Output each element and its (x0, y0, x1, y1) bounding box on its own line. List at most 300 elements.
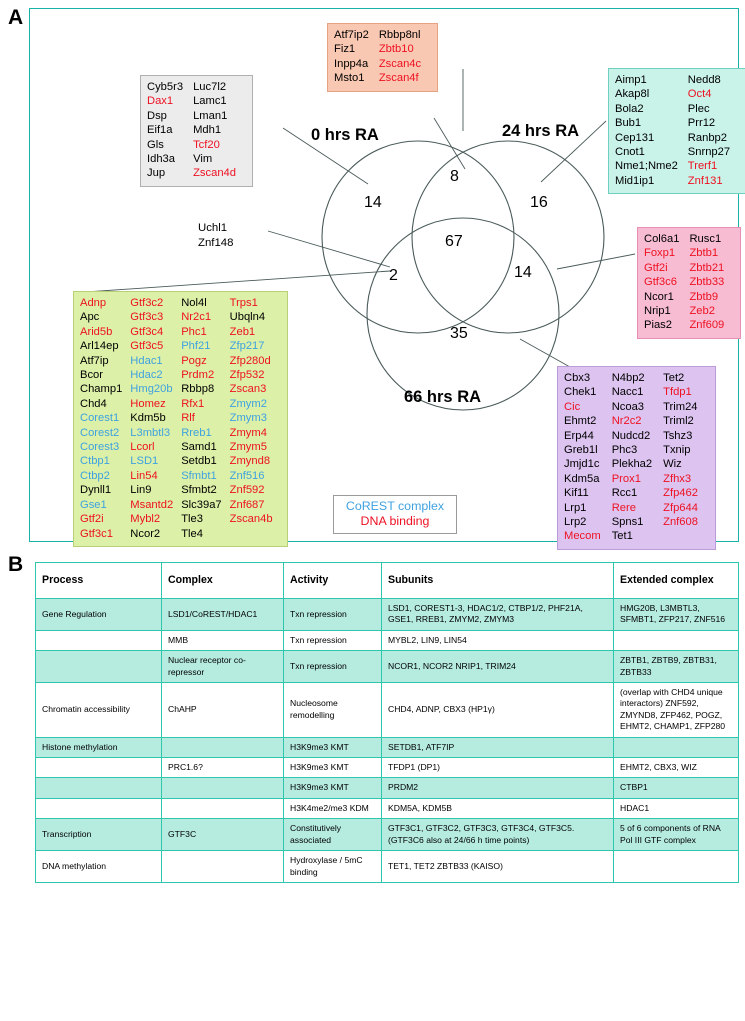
gene-row (334, 42, 431, 56)
gene-name: Col6a1 (644, 233, 680, 245)
table-row (36, 758, 739, 778)
gene-row (147, 166, 246, 180)
gene-row (564, 472, 709, 486)
gene-name: Kif11 (564, 487, 589, 500)
gene-name: Ctbp2 (80, 469, 110, 482)
gene-name: Znf687 (229, 498, 265, 511)
gene-row (564, 457, 709, 471)
table-cell: NCOR1, NCOR2 NRIP1, TRIM24 (382, 651, 614, 683)
gene-name: Rlf (181, 412, 195, 425)
venn-count-only-24hrs: 16 (530, 194, 548, 211)
gene-name: Adnp (80, 297, 107, 309)
gene-name: Znf608 (663, 516, 698, 529)
gene-name: Lin9 (130, 484, 152, 497)
gene-name: Champ1 (80, 383, 123, 396)
table-cell: EHMT2, CBX3, WIZ (614, 758, 739, 778)
table-cell (614, 851, 739, 883)
gene-name: Nr2c2 (611, 415, 642, 428)
gene-name: Tfdp1 (663, 386, 692, 399)
table-row (36, 630, 739, 650)
gene-name: Bub1 (615, 117, 642, 130)
gene-row (644, 232, 734, 246)
venn-count-all-three: 67 (445, 233, 463, 250)
gene-row (615, 102, 740, 116)
gene-name: Gtf3c4 (130, 325, 164, 338)
gene-name: Luc7l2 (193, 81, 227, 93)
gene-name: Msto1 (334, 72, 365, 85)
gene-name: Wiz (663, 458, 682, 471)
gene-name: Jup (147, 167, 166, 180)
gene-name: Akap8l (615, 88, 650, 101)
table-cell (36, 798, 162, 818)
table-cell: GTF3C (162, 819, 284, 851)
gene-row (80, 440, 281, 454)
gene-name: Tshz3 (663, 429, 693, 442)
complex-summary-table (35, 562, 739, 883)
gene-row (80, 512, 281, 526)
gene-name: Mybl2 (130, 513, 161, 526)
gene-name: Zbtb10 (378, 43, 414, 56)
gene-row (80, 483, 281, 497)
gene-name: Nme1;Nme2 (615, 160, 678, 173)
gene-name: Eif1a (147, 124, 173, 137)
gene-name: Kdm5b (130, 412, 166, 425)
gene-name: Tle4 (181, 527, 203, 540)
gene-name (663, 529, 709, 543)
gene-box-66hrs-unique (557, 366, 716, 550)
gene-name: Rusc1 (689, 233, 722, 245)
leader-line-green-box (86, 271, 390, 292)
gene-name: Nudcd2 (611, 429, 651, 442)
gene-name: Zfp217 (229, 340, 265, 353)
gene-name: Lin54 (130, 469, 158, 482)
gene-name: Rbbp8 (181, 383, 215, 396)
gene-row (80, 368, 281, 382)
table-cell: H3K4me2/me3 KDM (284, 798, 382, 818)
table-cell: MMB (162, 630, 284, 650)
gene-name: Dsp (147, 109, 167, 122)
gene-name: Zbtb1 (689, 247, 719, 260)
gene-row (644, 275, 734, 289)
venn-count-only-0hrs: 14 (364, 194, 382, 211)
gene-row (615, 174, 740, 188)
table-cell: Chromatin accessibility (36, 683, 162, 738)
gene-name: Corest3 (80, 441, 120, 454)
gene-name: Mecom (564, 530, 601, 543)
gene-name: Znf592 (229, 484, 265, 497)
gene-name: Inpp4a (334, 57, 369, 70)
gene-row (564, 529, 709, 543)
gene-name: Zeb1 (229, 325, 256, 338)
gene-name: Prdm2 (181, 369, 215, 382)
gene-name: Zmym2 (229, 397, 267, 410)
gene-name: Rfx1 (181, 397, 205, 410)
table-cell: Txn repression (284, 599, 382, 631)
table-column-header-complex: Complex (162, 563, 284, 599)
gene-name: Gtf3c6 (644, 276, 677, 289)
table-row (36, 683, 739, 738)
gene-name: Zscan4c (378, 57, 422, 70)
gene-name: Gls (147, 138, 164, 151)
table-cell: SETDB1, ATF7IP (382, 737, 614, 757)
gene-name (230, 527, 281, 541)
gene-name: Prr12 (687, 117, 716, 130)
panel-a-venn-figure (29, 8, 739, 542)
gene-name: Cep131 (615, 131, 655, 144)
gene-name: Cbx3 (564, 372, 591, 384)
gene-name: Greb1l (564, 444, 598, 457)
gene-name: Gse1 (80, 498, 107, 511)
gene-name: Foxp1 (644, 247, 676, 260)
gene-name: Zmym5 (229, 441, 267, 454)
gene-row (80, 382, 281, 396)
gene-name: Kdm5a (564, 472, 600, 485)
table-body (36, 599, 739, 883)
gene-name: Oct4 (687, 88, 712, 101)
gene-name: Gtf3c1 (80, 527, 113, 540)
gene-name: Zfp462 (663, 487, 698, 500)
gene-name: Gtf3c5 (130, 340, 164, 353)
leader-line-pink-box (557, 254, 635, 269)
table-cell: HMG20B, L3MBTL3, SFMBT1, ZFP217, ZNF516 (614, 599, 739, 631)
table-row (36, 819, 739, 851)
gene-name: Plec (687, 102, 710, 115)
gene-name: Ubqln4 (229, 311, 266, 324)
gene-row (644, 261, 734, 275)
gene-row (147, 80, 246, 94)
gene-name: Nol4l (181, 297, 207, 309)
gene-name: Gtf3c3 (130, 311, 164, 324)
leader-line-overlap-box (434, 118, 465, 169)
gene-name: Nrip1 (644, 305, 671, 318)
gene-row (564, 400, 709, 414)
table-row (36, 778, 739, 798)
gene-name: Zscan3 (229, 383, 267, 396)
gene-row (564, 515, 709, 529)
gene-name: Mdh1 (193, 124, 222, 137)
gene-name: Nedd8 (687, 74, 721, 86)
gene-name: Ctbp1 (80, 455, 110, 468)
table-cell: PRC1.6? (162, 758, 284, 778)
gene-name: Tet1 (611, 530, 633, 543)
table-cell (36, 758, 162, 778)
gene-row (80, 310, 281, 324)
gene-row (615, 159, 740, 173)
venn-count-24-and-66: 14 (514, 264, 532, 281)
gene-name: Lcorl (130, 441, 155, 454)
gene-name: Zbtb21 (689, 261, 725, 274)
venn-label-0hrs: 0 hrs RA (311, 126, 379, 144)
gene-name: Pias2 (644, 319, 672, 332)
gene-name: Tet2 (663, 372, 685, 384)
gene-name: Fiz1 (334, 43, 356, 56)
gene-name: Zfp280d (229, 354, 271, 367)
gene-name: Cic (564, 400, 581, 413)
gene-row (334, 28, 431, 42)
gene-name: Uchl1 (198, 222, 228, 234)
gene-row (615, 145, 740, 159)
gene-row (147, 123, 246, 137)
gene-row (80, 426, 281, 440)
gene-table (615, 73, 740, 188)
gene-name: Snrnp27 (687, 146, 731, 159)
gene-name: Lrp1 (564, 501, 587, 514)
gene-row (615, 87, 740, 101)
gene-name: Ehmt2 (564, 415, 597, 428)
table-cell: H3K9me3 KMT (284, 758, 382, 778)
gene-row (644, 246, 734, 260)
table-column-header-process: Process (36, 563, 162, 599)
table-header (36, 563, 739, 599)
table-cell: H3K9me3 KMT (284, 737, 382, 757)
gene-name: Rere (611, 501, 636, 514)
gene-name: Hmg20b (130, 383, 173, 396)
gene-row (80, 454, 281, 468)
gene-name: Zfp644 (663, 501, 698, 514)
gene-table (147, 80, 246, 181)
gene-name: Gtf2i (80, 513, 104, 526)
venn-count-0-and-66: 2 (389, 267, 398, 284)
table-cell (36, 651, 162, 683)
panel-b-complex-table (35, 562, 738, 883)
table-cell (36, 630, 162, 650)
venn-circle-24hrs (412, 141, 604, 333)
table-cell (162, 778, 284, 798)
gene-name: Phf21 (181, 340, 211, 353)
gene-name: Zbtb9 (689, 290, 719, 303)
color-legend (333, 495, 457, 534)
table-cell: MYBL2, LIN9, LIN54 (382, 630, 614, 650)
gene-row (147, 109, 246, 123)
gene-name: Apc (80, 311, 100, 324)
gene-name: Prox1 (611, 472, 641, 485)
gene-row (80, 498, 281, 512)
gene-name: Plekha2 (611, 458, 653, 471)
gene-box-24hrs-unique (608, 68, 745, 194)
gene-name: Chek1 (564, 386, 597, 399)
gene-name: Phc1 (181, 325, 207, 338)
gene-row (564, 486, 709, 500)
gene-row (80, 527, 281, 541)
gene-name: Dax1 (147, 95, 174, 108)
gene-row (644, 304, 734, 318)
venn-label-66hrs: 66 hrs RA (404, 388, 482, 406)
gene-name: Msantd2 (130, 498, 174, 511)
gene-name: Arid5b (80, 325, 113, 338)
table-cell: PRDM2 (382, 778, 614, 798)
table-cell: HDAC1 (614, 798, 739, 818)
gene-name: Slc39a7 (181, 498, 222, 511)
gene-name: Zmym4 (229, 426, 267, 439)
gene-name: Idh3a (147, 153, 175, 166)
gene-row (334, 71, 431, 85)
gene-name: Phc3 (611, 444, 638, 457)
gene-name: Nr2c1 (181, 311, 212, 324)
gene-name: LSD1 (130, 455, 159, 468)
gene-name: Ncor2 (130, 527, 161, 540)
gene-name: Sfmbt2 (181, 484, 217, 497)
venn-count-only-66hrs: 35 (450, 325, 468, 342)
table-cell: Transcription (36, 819, 162, 851)
gene-name: Cnot1 (615, 146, 645, 159)
table-cell: KDM5A, KDM5B (382, 798, 614, 818)
gene-name: Corest1 (80, 412, 120, 425)
gene-name: Zscan4d (193, 167, 236, 180)
gene-name: Lrp2 (564, 516, 587, 529)
gene-name: Setdb1 (181, 455, 217, 468)
table-cell: Hydroxylase / 5mC binding (284, 851, 382, 883)
legend-corest-complex: CoREST complex (345, 499, 445, 513)
gene-name: Gtf3c2 (130, 297, 164, 309)
table-cell: ChAHP (162, 683, 284, 738)
gene-name: Corest2 (80, 426, 120, 439)
table-cell: Histone methylation (36, 737, 162, 757)
gene-name: Rbbp8nl (378, 29, 421, 41)
table-cell: 5 of 6 components of RNA Pol III GTF complex (614, 819, 739, 851)
table-column-header-activity: Activity (284, 563, 382, 599)
gene-name: Spns1 (611, 516, 644, 529)
gene-table (644, 232, 734, 333)
gene-name: Aimp1 (615, 74, 647, 86)
gene-name: Trps1 (229, 297, 258, 309)
gene-table (80, 296, 281, 541)
table-header-row (36, 563, 739, 599)
gene-name: Trerf1 (687, 160, 718, 173)
table-cell: H3K9me3 KMT (284, 778, 382, 798)
venn-label-24hrs: 24 hrs RA (502, 122, 580, 140)
gene-row (564, 414, 709, 428)
gene-row (564, 501, 709, 515)
gene-name: Atf7ip (80, 354, 109, 367)
gene-name: Lamc1 (193, 95, 227, 108)
gene-name: Zbtb33 (689, 276, 725, 289)
gene-name: Lman1 (193, 109, 228, 122)
gene-name: Dynll1 (80, 484, 112, 497)
panel-b-letter: B (8, 553, 24, 576)
gene-name: Erp44 (564, 429, 594, 442)
gene-name: Rcc1 (611, 487, 638, 500)
gene-row (564, 385, 709, 399)
gene-row (147, 152, 246, 166)
gene-row (147, 138, 246, 152)
venn-circle-0hrs (322, 141, 514, 333)
gene-row (564, 371, 709, 385)
gene-name: Samd1 (181, 441, 217, 454)
gene-name: Zscan4f (378, 72, 419, 85)
table-cell: GTF3C1, GTF3C2, GTF3C3, GTF3C4, GTF3C5. (GTF3C6 also at 24/66 h time points) (382, 819, 614, 851)
gene-name: Hdac2 (130, 369, 163, 382)
table-cell: TET1, TET2 ZBTB33 (KAISO) (382, 851, 614, 883)
gene-name: L3mbtl3 (130, 426, 171, 439)
leader-line-uchl1 (268, 231, 390, 267)
table-column-header-extended-complex: Extended complex (614, 563, 739, 599)
table-cell: LSD1/CoREST/HDAC1 (162, 599, 284, 631)
gene-row (564, 429, 709, 443)
gene-name: Ncoa3 (611, 400, 645, 413)
table-cell (162, 737, 284, 757)
table-cell (614, 737, 739, 757)
gene-name: Atf7ip2 (334, 29, 369, 41)
gene-row (644, 290, 734, 304)
gene-row (615, 131, 740, 145)
gene-label-0and66-shared (198, 221, 233, 250)
gene-name: N4bp2 (611, 372, 645, 384)
gene-name: Zscan4b (229, 513, 273, 526)
table-row (36, 651, 739, 683)
gene-name: Pogz (181, 354, 207, 367)
gene-name: Chd4 (80, 397, 107, 410)
gene-table (564, 371, 709, 544)
table-row (36, 737, 739, 757)
table-cell: CTBP1 (614, 778, 739, 798)
panel-a-letter: A (8, 6, 24, 29)
gene-name: Rreb1 (181, 426, 212, 439)
gene-name: Tle3 (181, 513, 203, 526)
table-cell: Txn repression (284, 651, 382, 683)
gene-name: Triml2 (663, 415, 694, 428)
table-cell: Gene Regulation (36, 599, 162, 631)
table-cell (36, 778, 162, 798)
table-cell: TFDP1 (DP1) (382, 758, 614, 778)
table-cell: Nuclear receptor co-repressor (162, 651, 284, 683)
gene-name: Zmynd8 (229, 455, 271, 468)
gene-box-core-shared (73, 291, 288, 547)
gene-name: Bcor (80, 369, 104, 382)
table-cell (162, 798, 284, 818)
table-row (36, 851, 739, 883)
gene-box-24and66-shared (637, 227, 741, 339)
gene-box-0and24-shared (327, 23, 438, 92)
gene-row (80, 296, 281, 310)
gene-name: Gtf2i (644, 261, 668, 274)
gene-row (334, 57, 431, 71)
table-cell: DNA methylation (36, 851, 162, 883)
gene-name: Ncor1 (644, 290, 674, 303)
table-cell (162, 851, 284, 883)
gene-table (334, 28, 431, 86)
gene-name: Znf516 (229, 469, 265, 482)
gene-row (615, 116, 740, 130)
gene-name: Trim24 (663, 400, 698, 413)
table-cell (614, 630, 739, 650)
gene-name: Zfp532 (229, 369, 265, 382)
gene-row (80, 325, 281, 339)
gene-name: Hdac1 (130, 354, 163, 367)
gene-row (147, 94, 246, 108)
table-cell: (overlap with CHD4 unique interactors) ZNF592, ZMYND8, ZFP462, POGZ, EHMT2, CHAMP1, ZFP280 (614, 683, 739, 738)
table-cell: Nucleosome remodelling (284, 683, 382, 738)
table-cell: Txn repression (284, 630, 382, 650)
venn-count-0-and-24: 8 (450, 168, 459, 185)
gene-name: Mid1ip1 (615, 174, 655, 187)
gene-name: Vim (193, 153, 213, 166)
gene-name: Znf609 (689, 319, 725, 332)
table-column-header-subunits: Subunits (382, 563, 614, 599)
gene-name: Cyb5r3 (147, 81, 184, 93)
table-cell: LSD1, COREST1-3, HDAC1/2, CTBP1/2, PHF21A, GSE1, RREB1, ZMYM2, ZMYM3 (382, 599, 614, 631)
table-cell: ZBTB1, ZBTB9, ZBTB31, ZBTB33 (614, 651, 739, 683)
gene-box-0hrs-unique (140, 75, 253, 187)
gene-name: Homez (130, 397, 166, 410)
legend-dna-binding: DNA binding (360, 514, 430, 528)
table-row (36, 599, 739, 631)
gene-row (80, 397, 281, 411)
gene-row (644, 318, 734, 332)
gene-name: Zfhx3 (663, 472, 692, 485)
gene-row (564, 443, 709, 457)
gene-name: Tcf20 (193, 138, 220, 151)
gene-name: Nacc1 (611, 386, 644, 399)
